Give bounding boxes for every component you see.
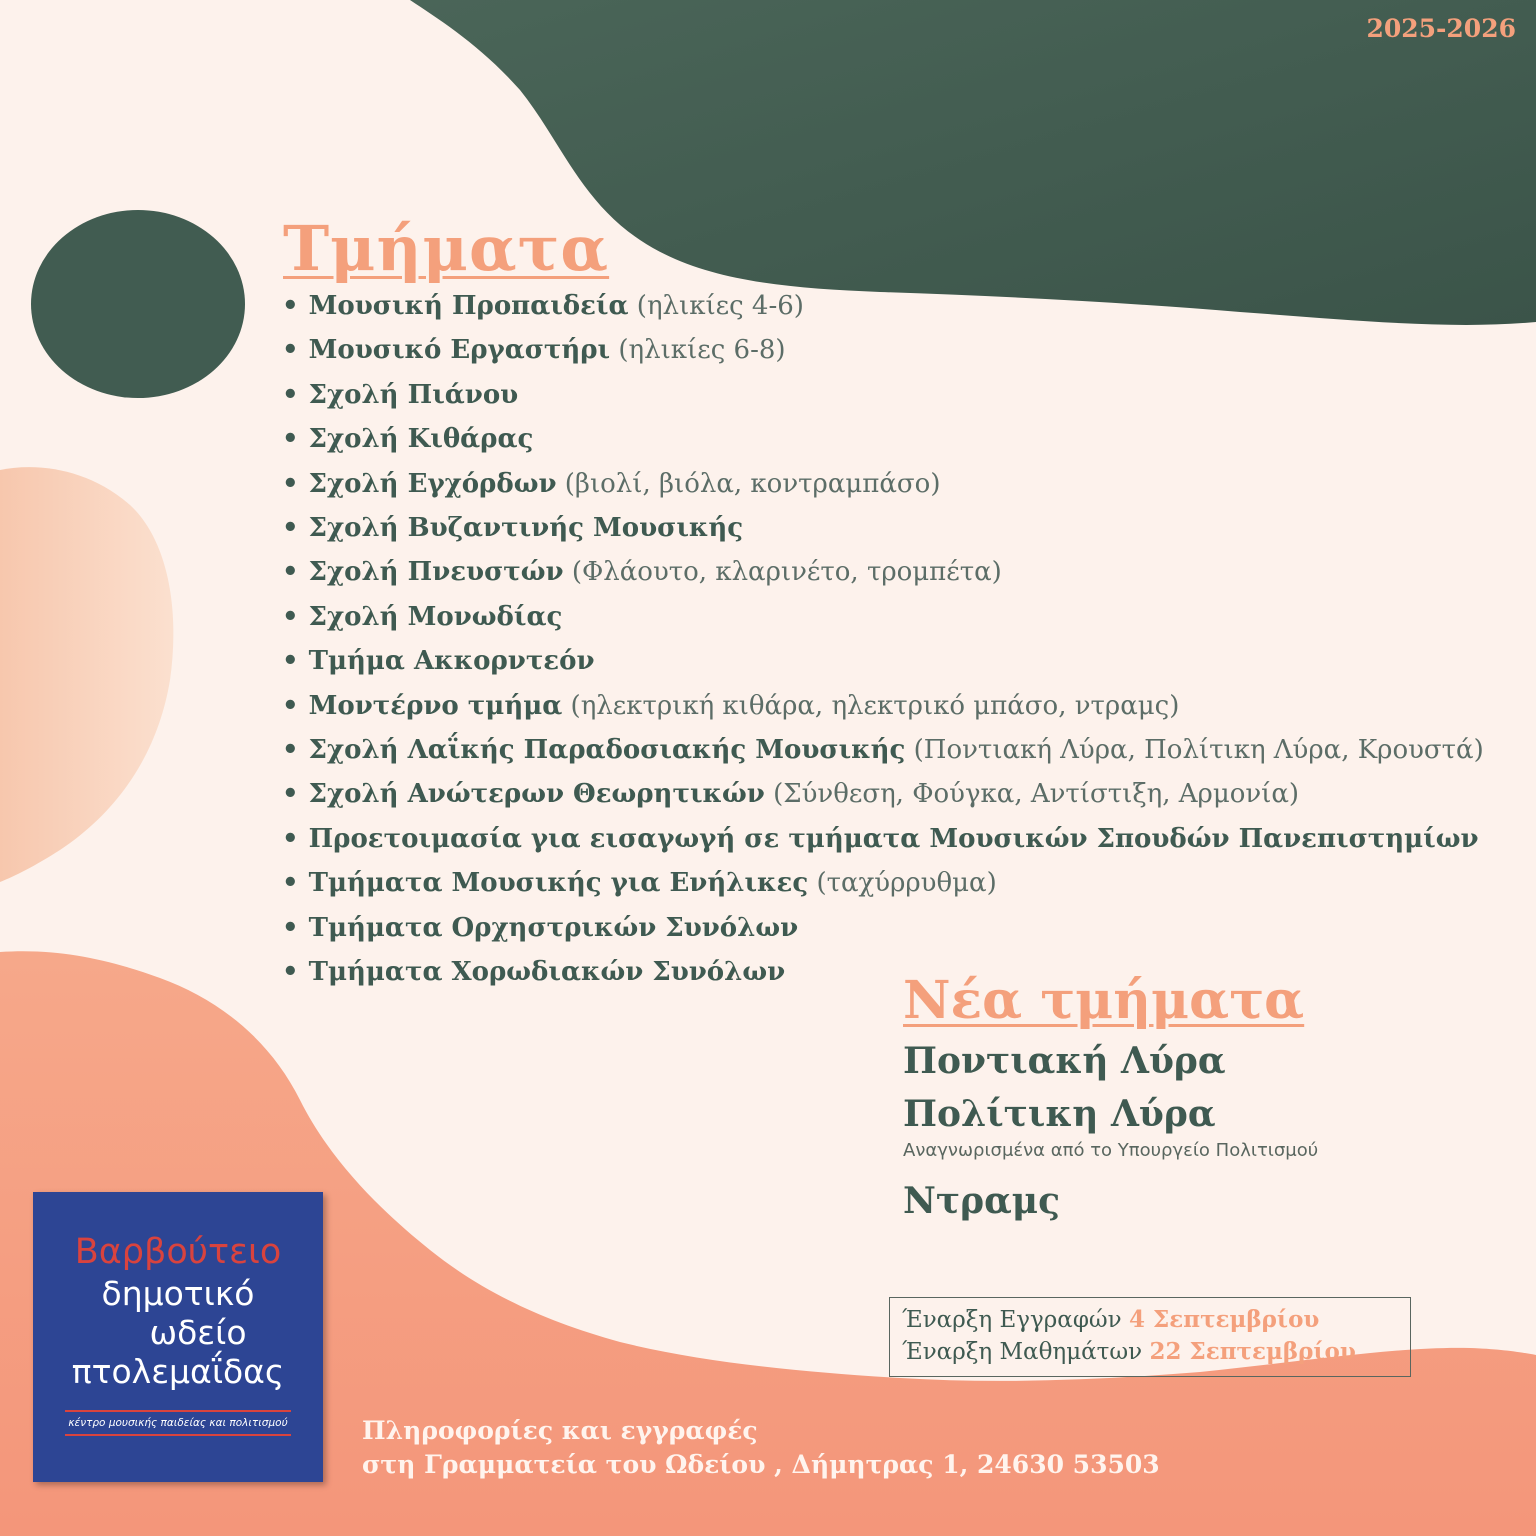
list-item: • Σχολή Λαΐκής Παραδοσιακής Μουσικής (Ποντιακή Λύρα, Πολίτικη Λύρα, Κρουστά) <box>282 735 1484 766</box>
recognition-note: Αναγνωρισμένα από το Υπουργείο Πολιτισμού <box>903 1140 1319 1161</box>
contact-info <box>362 1414 1160 1482</box>
list-item: • Μουσικό Εργαστήρι (ηλικίες 6-8) <box>282 335 786 366</box>
conservatory-logo <box>33 1192 323 1482</box>
contact-line-2: στη Γραμματεία του Ωδείου , Δήμητρας 1, 24630 53503 <box>362 1450 1160 1479</box>
logo-line-2: δημοτικό <box>101 1274 255 1313</box>
registration-start: Έναρξη Εγγραφών 4 Σεπτεμβρίου <box>902 1306 1320 1333</box>
list-item: • Τμήμα Ακκορντεόν <box>282 646 595 677</box>
list-item: • Τμήματα Μουσικής για Ενήλικες (ταχύρρυθμα) <box>282 868 997 899</box>
lessons-start: Έναρξη Μαθημάτων 22 Σεπτεμβρίου <box>902 1338 1356 1365</box>
new-department-politiki-lyra: Πολίτικη Λύρα <box>903 1093 1216 1135</box>
new-department-pontic-lyra: Ποντιακή Λύρα <box>903 1040 1226 1082</box>
new-departments-title: Νέα τμήματα <box>903 970 1305 1031</box>
dates-box <box>889 1297 1411 1377</box>
contact-line-1: Πληροφορίες και εγγραφές <box>362 1416 758 1445</box>
year-label: 2025-2026 <box>1366 14 1516 43</box>
list-item: • Σχολή Βυζαντινής Μουσικής <box>282 513 744 544</box>
new-department-drums: Ντραμς <box>903 1180 1061 1222</box>
list-item: • Μουσική Προπαιδεία (ηλικίες 4-6) <box>282 291 804 321</box>
logo-line-4: πτολεμαΐδας <box>71 1352 285 1391</box>
logo-line-1: Βαρβούτειο <box>74 1232 282 1272</box>
list-item: • Σχολή Ανώτερων Θεωρητικών (Σύνθεση, Φούγκα, Αντίστιξη, Αρμονία) <box>282 779 1300 810</box>
list-item: • Σχολή Κιθάρας <box>282 424 534 455</box>
logo-tagline: κέντρο μουσικής παιδείας και πολιτισμού <box>65 1410 291 1436</box>
list-item: • Σχολή Εγχόρδων (βιολί, βιόλα, κοντραμπάσο) <box>282 468 941 499</box>
departments-list <box>282 284 1484 995</box>
list-item: • Μοντέρνο τμήμα (ηλεκτρική κιθάρα, ηλεκτρικό μπάσο, ντραμς) <box>282 690 1180 721</box>
list-item: • Σχολή Πνευστών (Φλάουτο, κλαρινέτο, τρομπέτα) <box>282 557 1002 588</box>
list-item: • Προετοιμασία για εισαγωγή σε τμήματα Μουσικών Σπουδών Πανεπιστημίων <box>282 823 1479 854</box>
peach-blob-left <box>0 467 173 882</box>
list-item: • Σχολή Πιάνου <box>282 379 519 410</box>
list-item: • Σχολή Μονωδίας <box>282 601 563 632</box>
logo-line-3: ωδείο <box>149 1313 247 1352</box>
list-item: • Τμήματα Χορωδιακών Συνόλων <box>282 957 786 988</box>
list-item: • Τμήματα Ορχηστρικών Συνόλων <box>282 912 799 943</box>
departments-title: Τμήματα <box>283 212 610 285</box>
green-circle <box>31 210 245 398</box>
